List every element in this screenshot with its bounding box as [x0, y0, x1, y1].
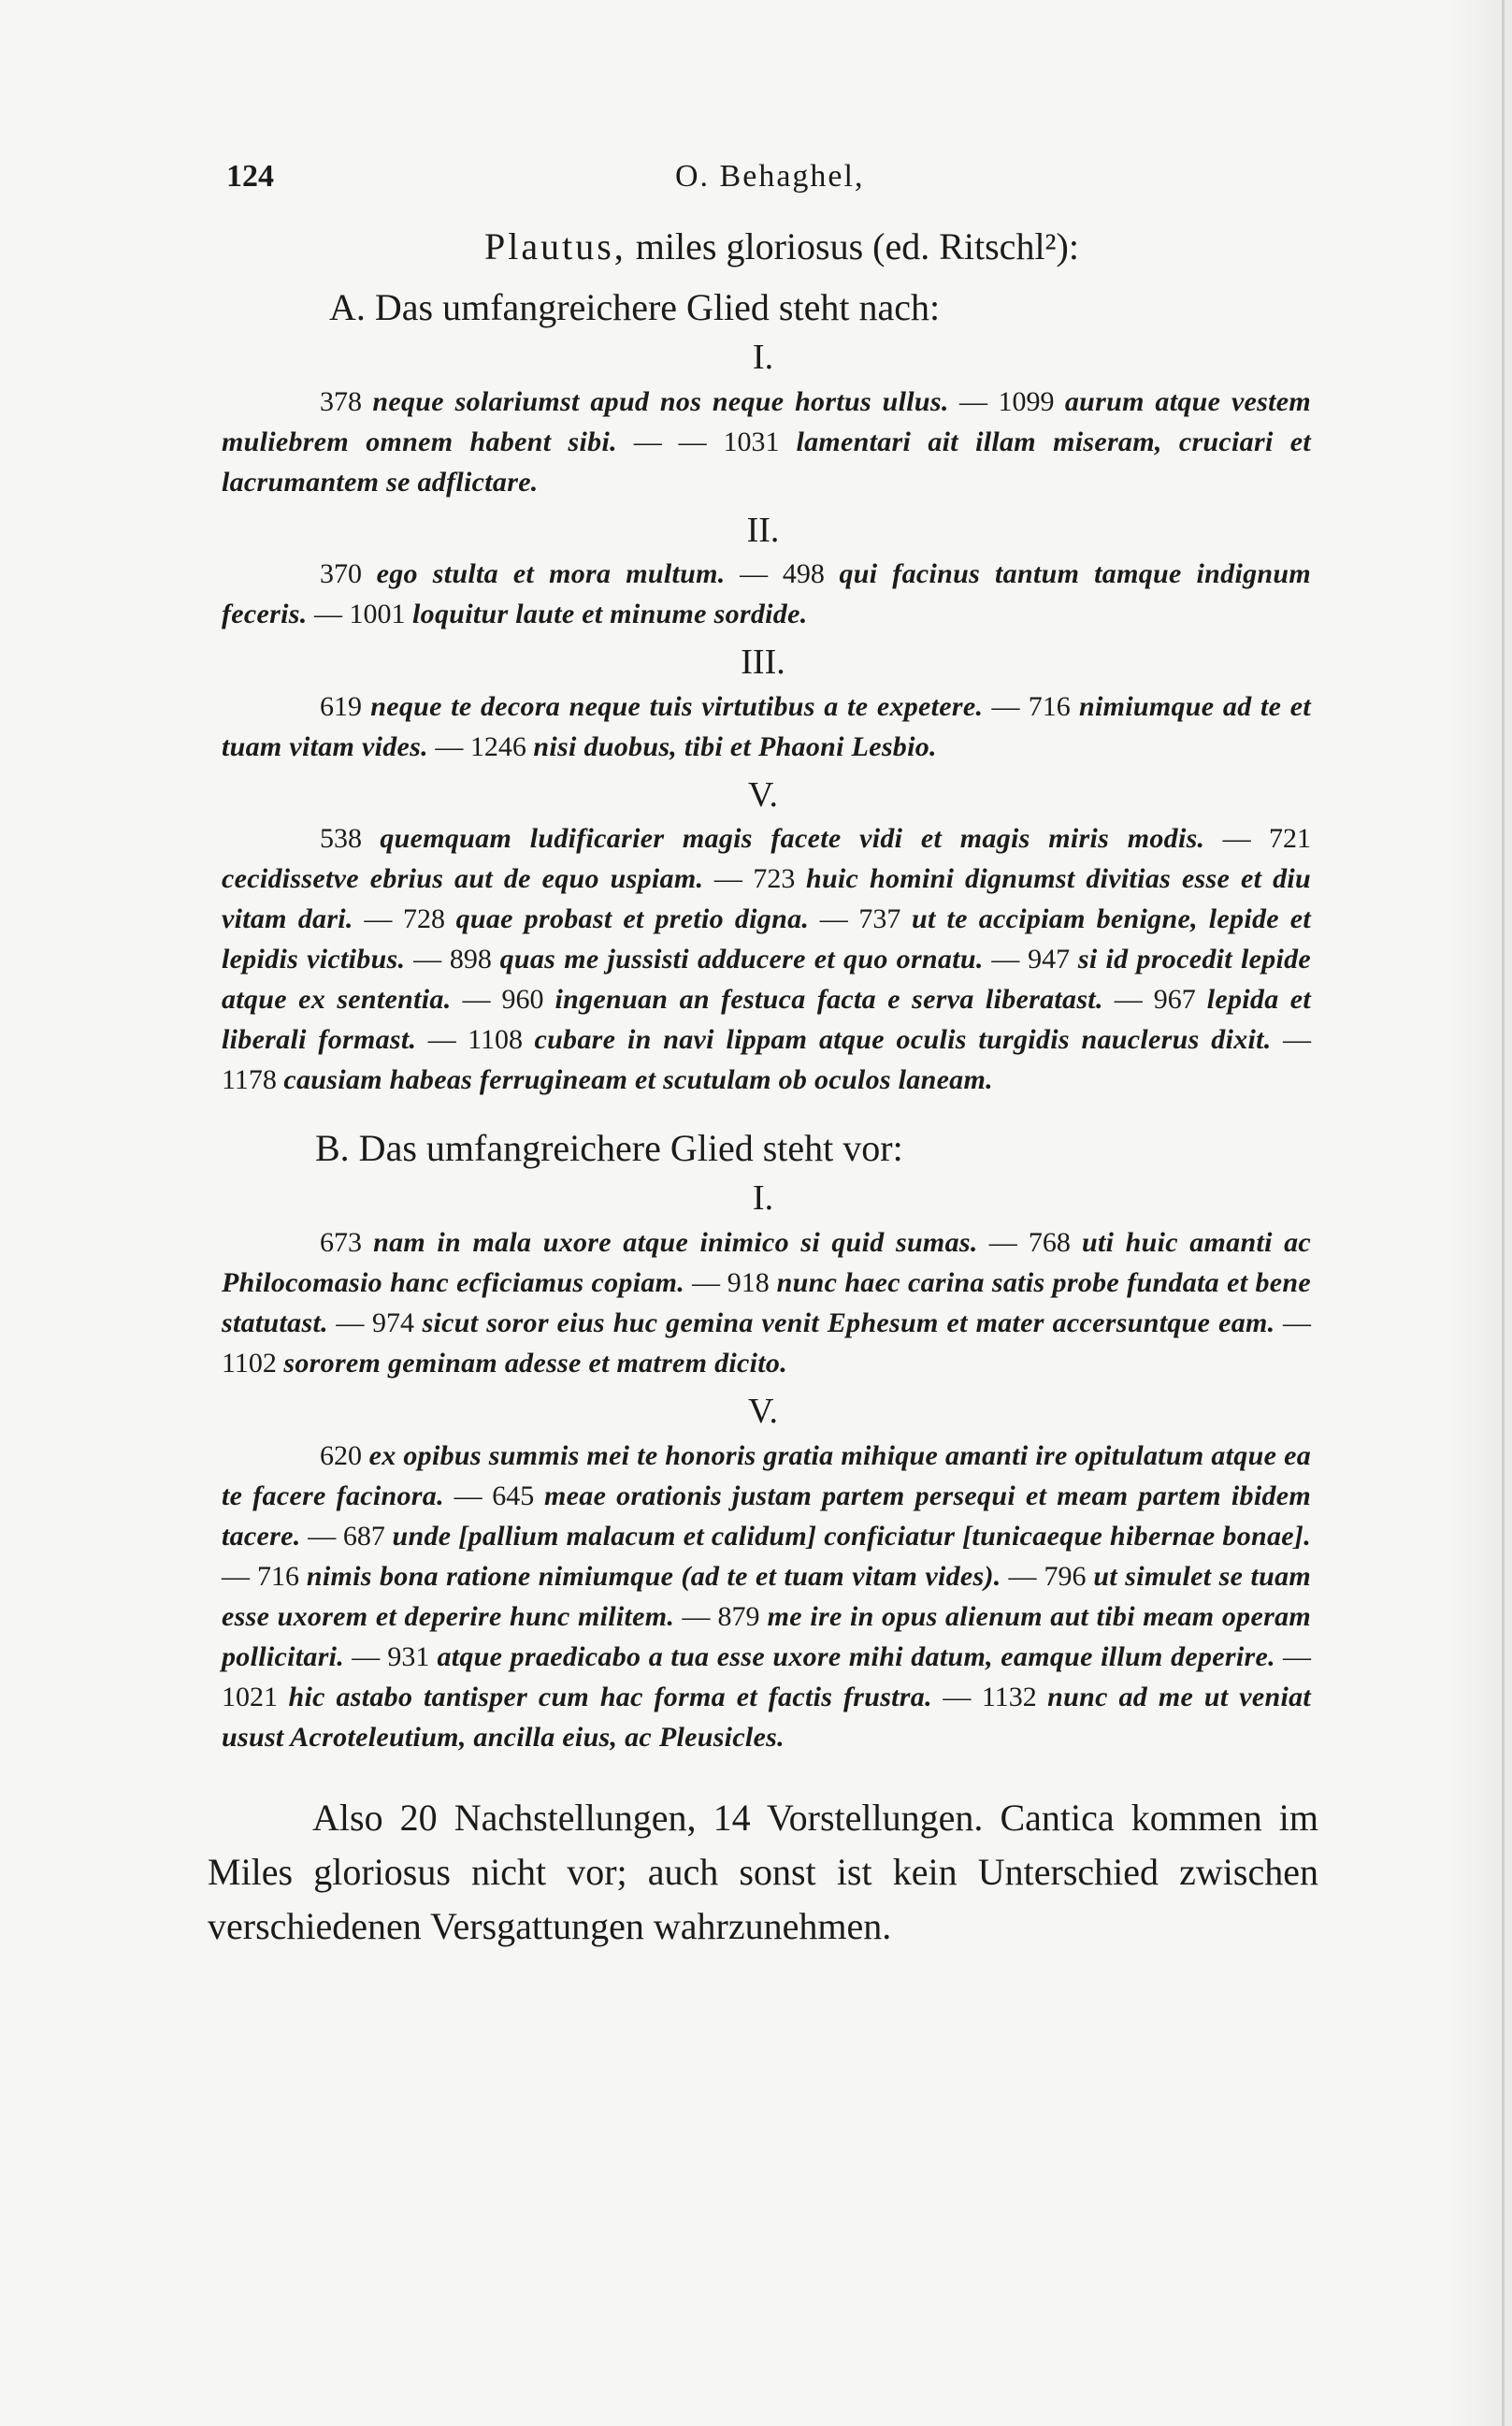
- separator-dash: —: [222, 1560, 257, 1592]
- verse-quote: lepida et liberali formast.: [222, 984, 1312, 1056]
- group-numeral: I.: [752, 338, 774, 377]
- verse-citation-paragraph: [208, 1436, 1318, 1757]
- separator-dash: —: [344, 1640, 388, 1672]
- verse-number: 960: [501, 984, 544, 1016]
- separator-dash: —: [353, 903, 403, 935]
- verse-quote: me ire in opus alienum aut tibi meam operam pollicitari.: [222, 1600, 1312, 1672]
- separator-dash: —: [1102, 984, 1154, 1016]
- verse-number: 1001: [349, 599, 406, 630]
- page: [208, 150, 1318, 1954]
- verse-quote: ego stulta et mora multum.: [376, 558, 726, 590]
- separator-dash: —: [443, 1480, 493, 1511]
- verse-number: 1108: [468, 1024, 524, 1056]
- separator-dash: —: [703, 863, 754, 895]
- verse-quote: qui facinus tantum tamque indignum feceris.: [222, 558, 1312, 630]
- separator-dash: —: [1271, 1024, 1312, 1056]
- verse-quote: meae orationis justam partem persequi et meam partem ibidem tacere.: [222, 1480, 1312, 1552]
- work-title-author: Plautus,: [484, 225, 626, 267]
- verse-quote: huic homini dignumst divitias esse et diu vitam dari.: [222, 863, 1312, 935]
- verse-number: 619: [320, 690, 362, 722]
- verse-number: 1102: [222, 1347, 277, 1379]
- verse-number: 370: [320, 558, 362, 590]
- verse-number: 1178: [222, 1064, 277, 1096]
- page-edge-rule: [1502, 0, 1505, 2426]
- separator-dash: —: [983, 690, 1029, 722]
- verse-quote: nisi duobus, tibi et Phaoni Lesbio.: [533, 730, 937, 762]
- separator-dash: —: [327, 1307, 372, 1338]
- verse-quote: loquitur laute et minume sordide.: [412, 599, 808, 630]
- verse-number: 947: [1028, 944, 1071, 975]
- verse-number: 898: [449, 944, 492, 975]
- verse-number: 974: [372, 1307, 414, 1338]
- group-numeral: III.: [741, 643, 785, 683]
- verse-quote: lamentari ait illam miseram, cruciari et lacrumantem se adflictare.: [222, 426, 1312, 498]
- summary-paragraph: Also 20 Nachstellungen, 14 Vorstellungen. Cantica kommen im Miles gloriosus nicht vor; auch sonst ist kein Unterschied zwischen verschiedenen Versgattungen wahrzunehmen.: [208, 1796, 1318, 1947]
- verse-quote: quemquam ludificarier magis facete vidi et magis miris modis.: [380, 823, 1205, 855]
- verse-number: 1021: [222, 1681, 278, 1712]
- verse-number: 498: [782, 558, 825, 590]
- group-numeral: I.: [752, 1178, 774, 1219]
- running-header: [208, 150, 1318, 202]
- separator-dash: —: [416, 1024, 468, 1056]
- separator-dash: —: [1001, 1560, 1044, 1592]
- verse-number: 716: [256, 1560, 299, 1592]
- group-numeral: V.: [747, 774, 779, 815]
- separator-dash: —: [977, 1226, 1029, 1258]
- separator-dash: —: [684, 1266, 727, 1298]
- verse-quote: si id procedit lepide atque ex sententia.: [222, 944, 1312, 1016]
- verse-number: 1246: [469, 730, 526, 762]
- verse-quote: ingenuan an festuca facta e serva liberatast.: [554, 984, 1103, 1016]
- verse-quote: uti huic amanti ac Philocomasio hanc ecficiamus copiam.: [222, 1226, 1312, 1298]
- group-numeral: V.: [747, 1391, 779, 1431]
- verse-quote: nam in mala uxore atque inimico si quid sumas.: [373, 1226, 978, 1258]
- separator-dash: —: [1204, 823, 1270, 855]
- verse-citation-paragraph: [208, 554, 1318, 634]
- verse-quote: hic astabo tantisper cum hac forma et factis frustra.: [288, 1681, 932, 1712]
- separator-dash: —: [307, 599, 350, 630]
- separator-dash: —: [300, 1520, 343, 1552]
- verse-number: 673: [320, 1226, 362, 1258]
- page-number: 124: [226, 159, 274, 194]
- separator-dash: —: [931, 1681, 982, 1712]
- verse-number: 538: [320, 823, 362, 855]
- verse-quote: cubare in navi lippam atque oculis turgidis nauclerus dixit.: [534, 1024, 1272, 1056]
- verse-quote: nunc ad me ut veniat usust Acroteleutium, ancilla eius, ac Pleusicles.: [222, 1681, 1312, 1753]
- verse-number: 737: [858, 903, 901, 935]
- section-b-groups: [208, 1177, 1318, 1756]
- verse-number: 721: [1269, 823, 1312, 855]
- separator-dash: —: [1274, 1307, 1311, 1338]
- separator-dash: —: [725, 558, 783, 590]
- verse-number: 931: [387, 1640, 430, 1672]
- group-numeral: II.: [746, 510, 780, 550]
- verse-quote: sororem geminam adesse et matrem dicito.: [283, 1347, 788, 1379]
- separator-dash: —: [983, 944, 1029, 975]
- running-head-author: O. Behaghel,: [675, 159, 865, 194]
- separator-dash: —: [405, 944, 450, 975]
- verse-quote: neque solariumst apud nos neque hortus ullus.: [372, 385, 949, 417]
- verse-quote: ut te accipiam benigne, lepide et lepidis victibus.: [222, 903, 1312, 975]
- separator-dash: —: [674, 1600, 718, 1632]
- verse-number: 1099: [998, 385, 1055, 417]
- verse-quote: ut simulet se tuam esse uxorem et deperire hunc militem.: [222, 1560, 1312, 1632]
- verse-number: 768: [1028, 1226, 1071, 1258]
- verse-number: 796: [1044, 1560, 1087, 1592]
- verse-number: 645: [492, 1480, 535, 1511]
- work-title: [208, 224, 1318, 268]
- section-b-heading: B. Das umfangreichere Glied steht vor:: [315, 1127, 903, 1170]
- verse-quote: aurum atque vestem muliebrem omnem habent sibi.: [222, 385, 1312, 457]
- verse-number: 378: [320, 385, 362, 417]
- work-title-rest: miles gloriosus (ed. Ritschl²):: [635, 225, 1079, 267]
- separator-dash: —: [427, 730, 470, 762]
- verse-quote: atque praedicabo a tua esse uxore mihi datum, eamque illum deperire.: [437, 1640, 1275, 1672]
- verse-quote: neque te decora neque tuis virtutibus a te expetere.: [370, 690, 984, 722]
- verse-quote: nunc haec carina satis probe fundata et bene statutast.: [222, 1266, 1312, 1338]
- verse-quote: nimiumque ad te et tuam vitam vides.: [222, 690, 1312, 762]
- verse-number: 620: [320, 1439, 362, 1471]
- verse-number: 687: [342, 1520, 385, 1552]
- separator-dash: — —: [616, 426, 724, 457]
- verse-citation-paragraph: [208, 818, 1318, 1100]
- verse-number: 967: [1153, 984, 1196, 1016]
- separator-dash: —: [809, 903, 859, 935]
- verse-quote: unde [pallium malacum et calidum] conficiatur [tunicaeque hibernae bonae].: [392, 1520, 1311, 1552]
- verse-number: 1031: [723, 426, 780, 457]
- verse-citation-paragraph: [208, 686, 1318, 767]
- verse-number: 723: [753, 863, 796, 895]
- section-a-heading: A. Das umfangreichere Glied steht nach:: [329, 286, 941, 328]
- verse-quote: sicut soror eius huc gemina venit Ephesum et mater accersuntque eam.: [422, 1307, 1275, 1338]
- verse-citation-paragraph: [208, 1222, 1318, 1383]
- verse-quote: ex opibus summis mei te honoris gratia mihique amanti ire opitulatum atque ea te facere facinora.: [222, 1439, 1311, 1511]
- verse-quote: nimis bona ratione nimiumque (ad te et tuam vitam vides).: [306, 1560, 1001, 1592]
- verse-number: 918: [727, 1266, 770, 1298]
- verse-quote: quas me jussisti adducere et quo ornatu.: [499, 944, 984, 975]
- separator-dash: —: [948, 385, 999, 417]
- verse-quote: cecidissetve ebrius aut de equo uspiam.: [222, 863, 704, 895]
- verse-quote: causiam habeas ferrugineam et scutulam ob oculos laneam.: [283, 1064, 993, 1096]
- verse-citation-paragraph: [208, 382, 1318, 502]
- section-a-groups: [208, 337, 1318, 1100]
- verse-number: 1132: [981, 1681, 1037, 1712]
- verse-quote: quae probast et pretio digna.: [455, 903, 810, 935]
- verse-number: 716: [1028, 690, 1071, 722]
- separator-dash: —: [1274, 1640, 1312, 1672]
- verse-number: 728: [402, 903, 445, 935]
- verse-number: 879: [717, 1600, 760, 1632]
- separator-dash: —: [451, 984, 502, 1016]
